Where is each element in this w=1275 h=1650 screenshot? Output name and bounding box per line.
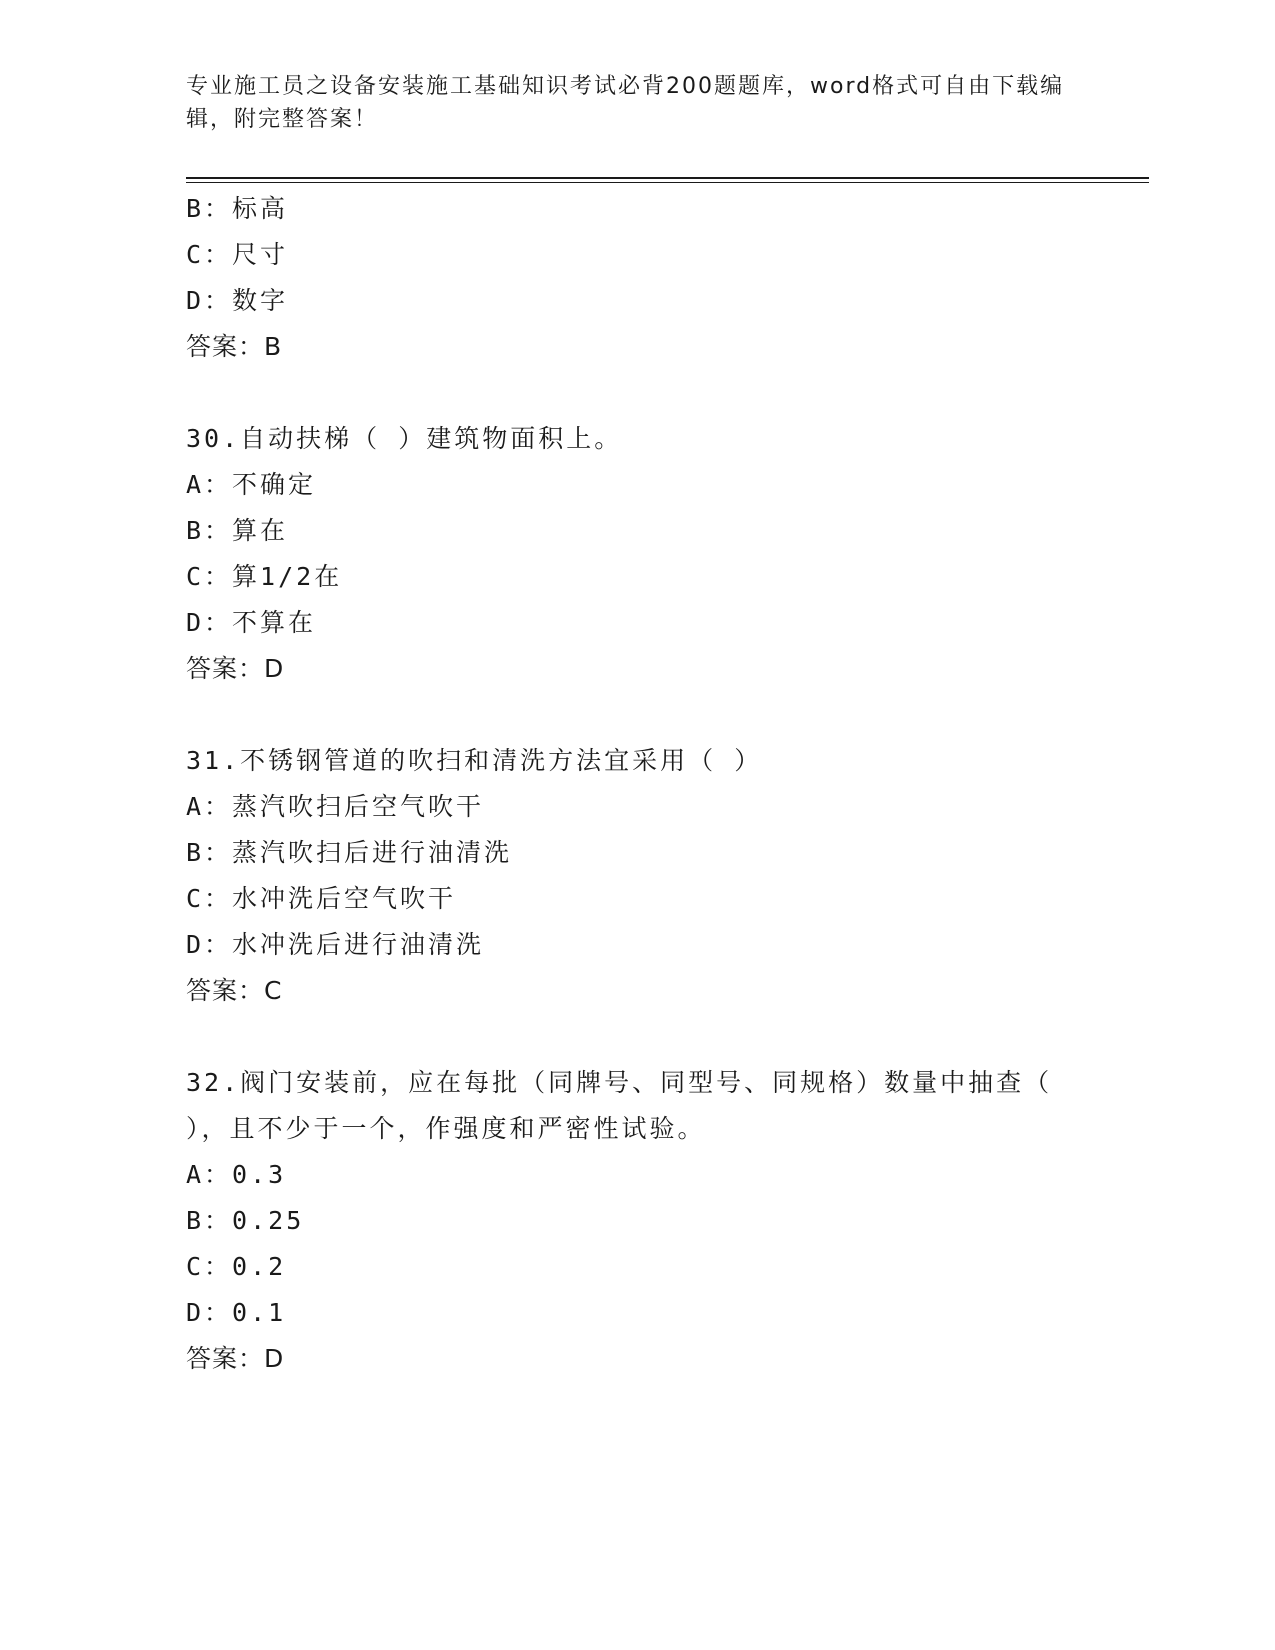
option-d: D：0.1 [186, 1298, 287, 1327]
question-stem-line-2: ），且不少于一个，作强度和严密性试验。 [186, 1114, 706, 1143]
spacer [186, 692, 1086, 738]
option-c: C：水冲洗后空气吹干 [186, 884, 457, 913]
question-31 [186, 738, 1086, 1014]
option-c: C：0.2 [186, 1252, 287, 1281]
option-b: B：蒸汽吹扫后进行油清洗 [186, 838, 513, 867]
option-d: D：数字 [186, 286, 289, 315]
header-rule-thick [186, 177, 1149, 179]
option-b: B：0.25 [186, 1206, 305, 1235]
document-header: 专业施工员之设备安装施工基础知识考试必背200题题库，word格式可自由下载编辑，附完整答案！ [186, 74, 1065, 132]
answer-label: 答案：C [186, 976, 283, 1005]
option-b: B：算在 [186, 516, 289, 545]
option-a: A：不确定 [186, 470, 317, 499]
option-d: D：不算在 [186, 608, 317, 637]
answer-label: 答案：D [186, 1344, 285, 1373]
option-c: C：尺寸 [186, 240, 289, 269]
option-a: A：蒸汽吹扫后空气吹干 [186, 792, 485, 821]
answer-label: 答案：B [186, 332, 283, 361]
spacer [186, 370, 1086, 416]
option-d: D：水冲洗后进行油清洗 [186, 930, 485, 959]
spacer [186, 1014, 1086, 1060]
option-b: B：标高 [186, 194, 289, 223]
question-30 [186, 416, 1086, 692]
question-32 [186, 1060, 1086, 1382]
question-29-tail [186, 186, 1086, 370]
answer-label: 答案：D [186, 654, 285, 683]
question-stem-line-1: 32.阀门安装前，应在每批（同牌号、同型号、同规格）数量中抽查（ [186, 1068, 1053, 1097]
question-list [186, 186, 1086, 1382]
header-rule-thin [186, 182, 1149, 183]
option-a: A：0.3 [186, 1160, 287, 1189]
question-stem: 30.自动扶梯（ ）建筑物面积上。 [186, 424, 623, 453]
question-stem: 31.不锈钢管道的吹扫和清洗方法宜采用（ ） [186, 746, 763, 775]
option-c: C：算1/2在 [186, 562, 343, 591]
